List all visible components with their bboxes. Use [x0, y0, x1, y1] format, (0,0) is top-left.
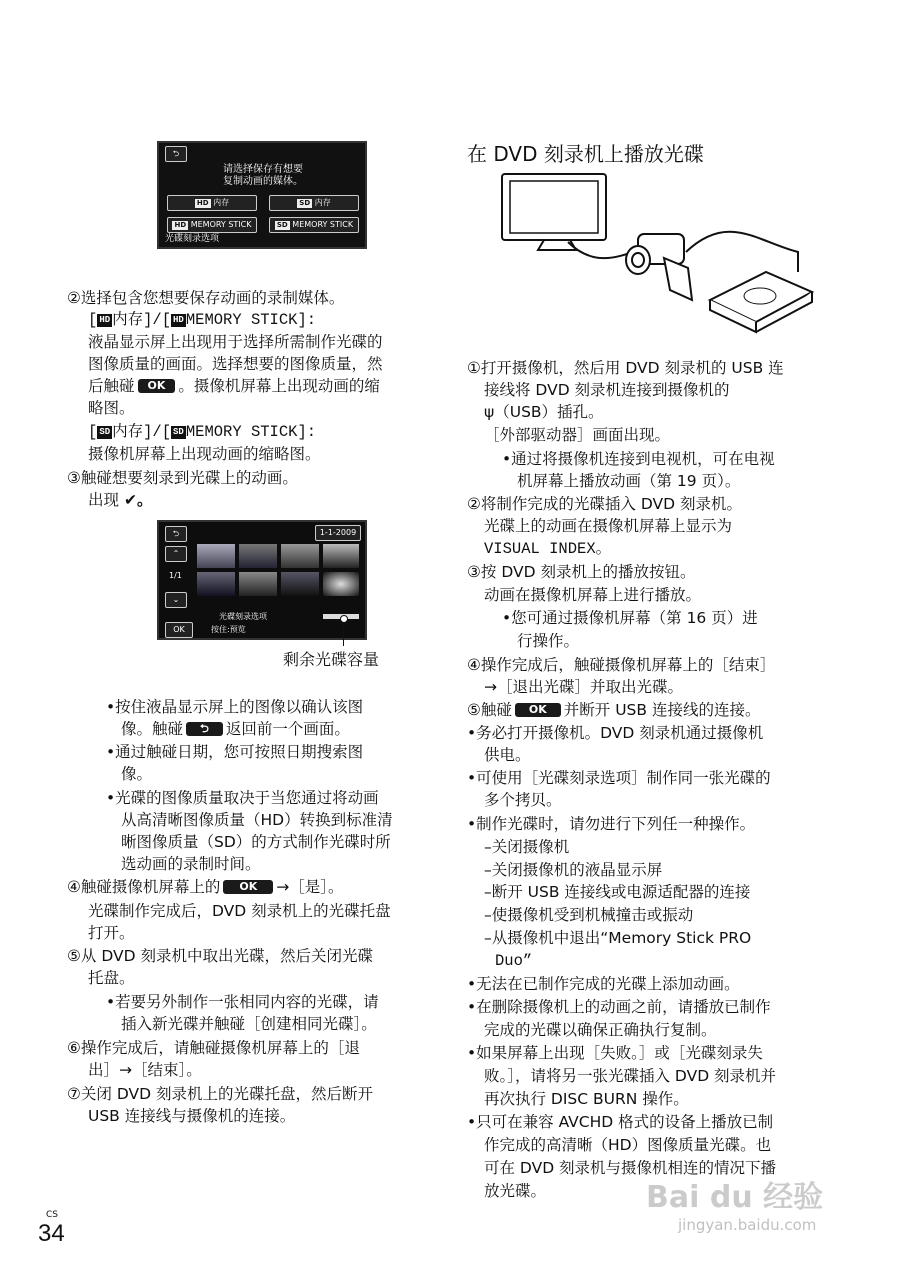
screen-media-select [157, 141, 367, 249]
text: ④触碰摄像机屏幕上的 [67, 878, 221, 896]
step2-desc-4: 略图。 [88, 399, 135, 417]
text: 返回前一个画面。 [225, 720, 350, 738]
hold-preview-label: 按住:预览 [211, 625, 246, 634]
screen-footer-label: 光碟刻录选项 [165, 234, 220, 244]
ok-button[interactable]: OK [165, 622, 193, 638]
hd-stick-label: MEMORY STICK [190, 220, 252, 229]
text: 并断开 USB 连接线的连接。 [563, 701, 761, 719]
step4-desc-2: 打开。 [88, 924, 135, 942]
hd-internal-text: 内存]/[ [112, 311, 172, 329]
hd-internal-button[interactable] [167, 195, 257, 211]
scroll-down-button[interactable]: ⌄ [165, 592, 187, 608]
screen-thumbnails [157, 520, 367, 640]
note-3a: •制作光碟时，请勿进行下列任一种操作。 [467, 815, 756, 833]
text: 。摄像机屏幕上出现动画的缩 [178, 377, 380, 395]
capacity-callout: 剩余光碟容量 [283, 650, 380, 669]
step2-desc-1: 液晶显示屏上出现用于选择所需制作光碟的 [88, 333, 383, 351]
note-6a: •如果屏幕上出现［失败。］或［光碟刻录失 [467, 1044, 763, 1062]
connection-illustration [498, 172, 818, 348]
r-step1-b: 接线将 DVD 刻录机连接到摄像机的 [484, 381, 730, 399]
dash-3: –断开 USB 连接线或电源适配器的连接 [484, 883, 751, 901]
r-step1-d: ［外部驱动器］画面出现。 [484, 426, 671, 444]
tv-icon [502, 174, 606, 250]
step6-desc: 出］→［结束］。 [88, 1061, 202, 1079]
r-step3-b: 动画在摄像机屏幕上进行播放。 [484, 586, 702, 604]
r-step2-a: ②将制作完成的光碟插入 DVD 刻录机。 [467, 495, 742, 513]
thumbnail[interactable] [281, 572, 319, 596]
sd-stick-text: MEMORY STICK]: [185, 423, 317, 441]
r-step1-e: •通过将摄像机连接到电视机，可在电视 [502, 450, 775, 468]
step2-desc-3 [88, 376, 380, 396]
bullet-1b [121, 719, 350, 739]
ok-button-icon: OK [138, 379, 176, 393]
r-step3-c: •您可通过摄像机屏幕（第 16 页）进 [502, 609, 758, 627]
bullet-4b: 插入新光碟并触碰［创建相同光碟］。 [121, 1015, 377, 1033]
bullet-3b: 从高清晰图像质量（HD）转换到标准清 [121, 811, 393, 829]
sd-internal-text: 内存]/[ [112, 423, 172, 441]
note-7c: 可在 DVD 刻录机与摄像机相连的情况下播 [484, 1159, 777, 1177]
step5-desc: 托盘。 [88, 969, 135, 987]
note-5a: •在删除摄像机上的动画之前，请播放已制作 [467, 998, 771, 1016]
step2-hd-options [88, 310, 316, 330]
date-button[interactable]: 1-1-2009 [315, 525, 361, 541]
note-6c: 再次执行 DISC BURN 操作。 [484, 1090, 689, 1108]
text: →［是］。 [276, 878, 344, 896]
text: 后触碰 [88, 377, 135, 395]
step2-sd-options [88, 422, 316, 442]
page-number: 34 [38, 1220, 65, 1247]
bullet-2a: •通过触碰日期，您可按照日期搜索图 [106, 743, 364, 761]
hd-stick-text: MEMORY STICK]: [185, 311, 317, 329]
sd-icon: SD [276, 221, 288, 229]
camcorder-icon [626, 234, 692, 300]
note-1b: 供电。 [484, 746, 531, 764]
r-step5 [467, 700, 760, 720]
scroll-up-button[interactable]: ⌃ [165, 546, 187, 562]
hd-icon: HD [99, 315, 111, 325]
section-heading: 在 DVD 刻录机上播放光碟 [467, 142, 704, 166]
step2-line: ②选择包含您想要保存动画的录制媒体。 [67, 289, 345, 307]
r-step4-b: →［退出光碟］并取出光碟。 [484, 678, 683, 696]
step6-line: ⑥操作完成后，请触碰摄像机屏幕上的［退 [67, 1039, 360, 1057]
bracket-open: [ [88, 423, 98, 441]
text: ⑤触碰 [467, 701, 512, 719]
callout-dot [340, 615, 348, 623]
note-7a: •只可在兼容 AVCHD 格式的设备上播放已制 [467, 1113, 774, 1131]
thumbnail[interactable] [197, 572, 235, 596]
language-code: CS [46, 1210, 58, 1220]
dash-1: –关闭摄像机 [484, 838, 570, 856]
thumbnail[interactable] [323, 544, 359, 568]
text: 像。触碰 [121, 720, 184, 738]
note-6b: 败。］，请将另一张光碟插入 DVD 刻录机并 [484, 1067, 777, 1085]
cable-usb [686, 232, 798, 272]
watermark-brand: Bai du 经验 [646, 1180, 824, 1215]
note-7b: 作完成的高清晰（HD）图像质量光碟。也 [484, 1136, 772, 1154]
step4-line [67, 877, 344, 897]
bullet-3a: •光碟的图像质量取决于当您通过将动画 [106, 789, 379, 807]
sd-internal-label: 内存 [314, 198, 331, 207]
sd-memory-stick-button[interactable] [269, 217, 359, 233]
hd-icon: HD [196, 199, 209, 207]
step2-desc-2: 图像质量的画面。选择想要的图像质量，然 [88, 355, 383, 373]
checkmark-icon: ✔。 [123, 491, 153, 509]
text: 出现 [88, 491, 120, 509]
step7-line: ⑦关闭 DVD 刻录机上的光碟托盘，然后断开 [67, 1085, 373, 1103]
step2-desc-5: 摄像机屏幕上出现动画的缩略图。 [88, 445, 321, 463]
r-step1-f: 机屏幕上播放动画（第 19 页）。 [517, 472, 741, 490]
bullet-4a: •若要另外制作一张相同内容的光碟，请 [106, 993, 379, 1011]
sd-icon: SD [173, 427, 184, 437]
bracket-open: [ [88, 311, 98, 329]
note-1a: •务必打开摄像机。DVD 刻录机通过摄像机 [467, 724, 764, 742]
r-step3-a: ③按 DVD 刻录机上的播放按钮。 [467, 563, 696, 581]
step7-desc: USB 连接线与摄像机的连接。 [88, 1107, 296, 1125]
dash-5b: Duo” [495, 952, 533, 970]
back-button-icon: ⮌ [186, 722, 223, 736]
prompt-line-1: 请选择保存有想要 [223, 164, 303, 175]
sd-icon: SD [99, 427, 111, 437]
note-2a: •可使用［光碟刻录选项］制作同一张光碟的 [467, 769, 771, 787]
hd-icon: HD [173, 315, 184, 325]
thumbnail[interactable] [197, 544, 235, 568]
step3-line: ③触碰想要刻录到光碟上的动画。 [67, 469, 298, 487]
bullet-3d: 选动画的录制时间。 [121, 855, 261, 873]
dash-5a: –从摄像机中退出“Memory Stick PRO [484, 929, 752, 947]
sd-internal-button[interactable] [269, 195, 359, 211]
note-5b: 完成的光碟以确保正确执行复制。 [484, 1021, 717, 1039]
watermark-url: jingyan.baidu.com [678, 1216, 817, 1234]
prompt-line-2: 复制动画的媒体。 [223, 176, 303, 187]
step5-line: ⑤从 DVD 刻录机中取出光碟，然后关闭光碟 [67, 947, 373, 965]
thumbnail[interactable] [323, 572, 359, 596]
hd-memory-stick-button[interactable] [167, 217, 257, 233]
hd-icon: HD [174, 221, 187, 229]
r-step1-a: ①打开摄像机，然后用 DVD 刻录机的 USB 连 [467, 359, 784, 377]
thumbnail[interactable] [239, 544, 277, 568]
r-step2-c: VISUAL INDEX。 [484, 540, 612, 558]
note-7d: 放光碟。 [484, 1182, 547, 1200]
dvd-writer-icon [710, 272, 812, 332]
page-counter: 1/1 [169, 571, 182, 580]
thumbnail[interactable] [281, 544, 319, 568]
note-2b: 多个拷贝。 [484, 791, 562, 809]
dash-2: –关闭摄像机的液晶显示屏 [484, 861, 663, 879]
back-button[interactable]: ⮌ [165, 526, 187, 542]
thumbnail[interactable] [239, 572, 277, 596]
dash-4: –使摄像机受到机械撞击或振动 [484, 906, 694, 924]
r-step3-d: 行操作。 [517, 632, 580, 650]
back-button[interactable]: ⮌ [165, 146, 187, 162]
bullet-2b: 像。 [121, 765, 153, 783]
r-step4-a: ④操作完成后，触碰摄像机屏幕上的［结束］ [467, 656, 776, 674]
sd-icon: SD [299, 199, 311, 207]
burn-options-label: 光碟刻录选项 [219, 612, 267, 621]
ok-button-icon: OK [223, 880, 273, 894]
r-step2-b: 光碟上的动画在摄像机屏幕上显示为 [484, 517, 733, 535]
step4-desc-1: 光碟制作完成后，DVD 刻录机上的光碟托盘 [88, 902, 391, 920]
hd-internal-label: 内存 [213, 198, 230, 207]
sd-stick-label: MEMORY STICK [292, 220, 354, 229]
note-4: •无法在已制作完成的光碟上添加动画。 [467, 975, 740, 993]
step3-desc [88, 490, 152, 510]
r-step1-c: ψ（USB）插孔。 [484, 403, 604, 421]
bullet-3c: 晰图像质量（SD）的方式制作光碟时所 [121, 833, 391, 851]
bullet-1a: •按住液晶显示屏上的图像以确认该图 [106, 698, 364, 716]
ok-button-icon: OK [515, 703, 561, 717]
